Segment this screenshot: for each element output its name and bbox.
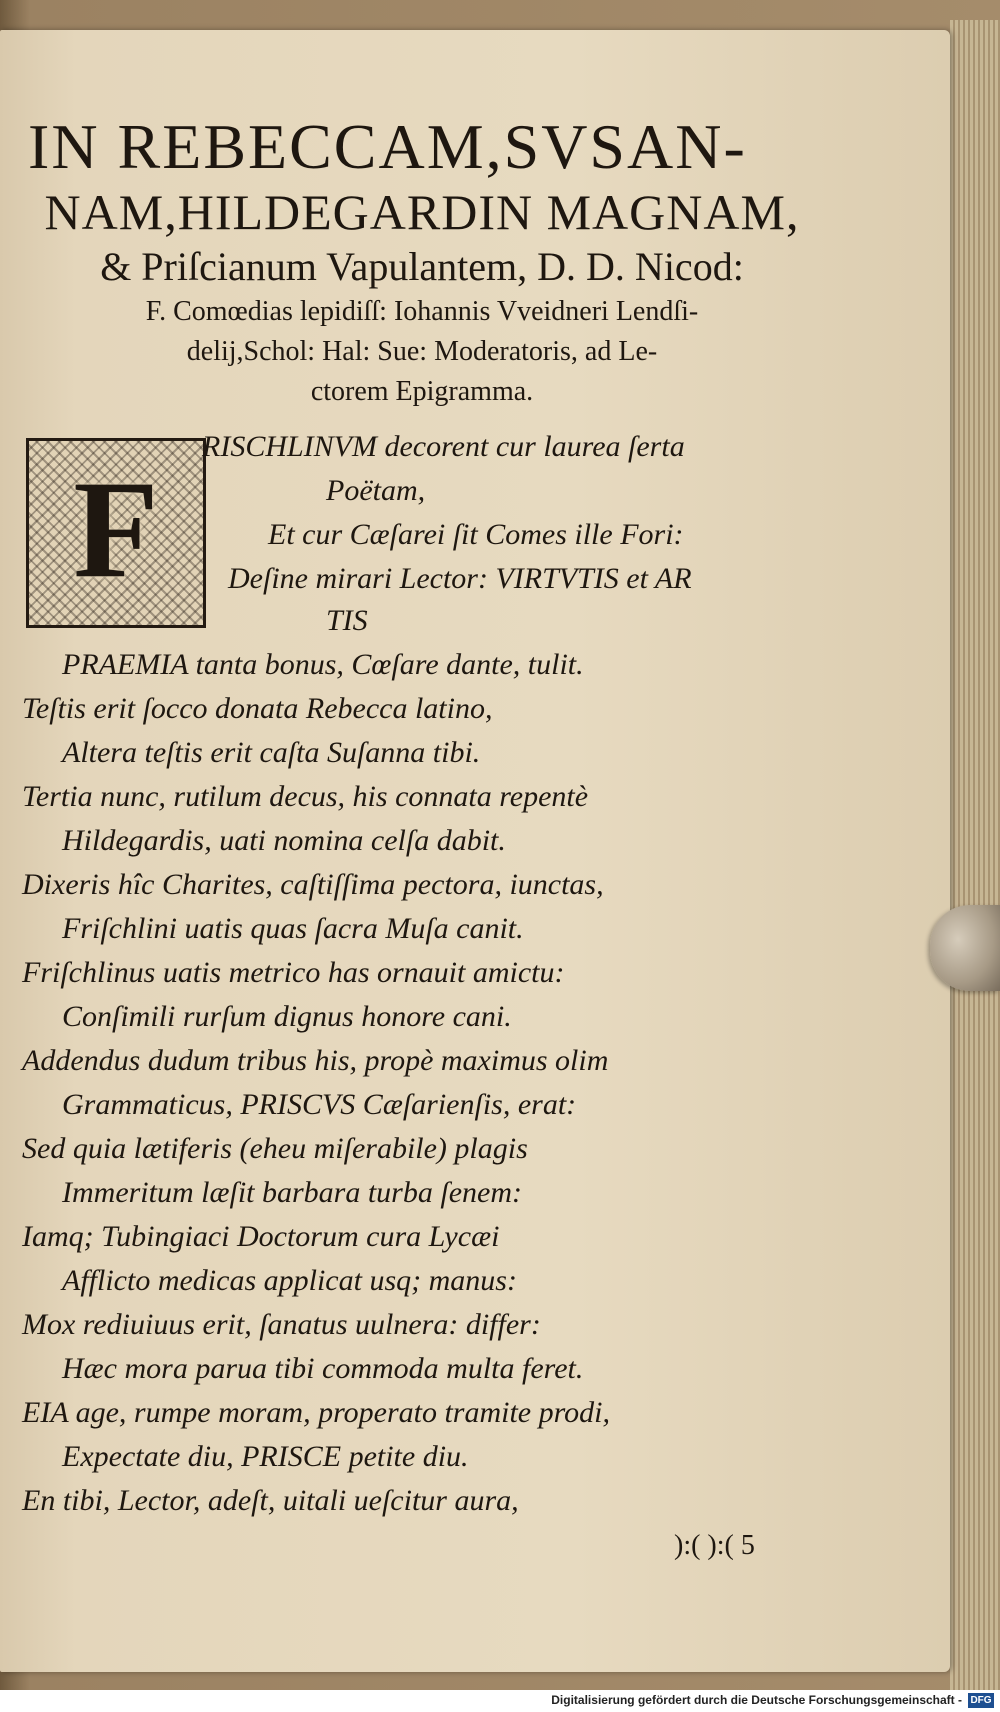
decorated-initial [26, 438, 206, 628]
poem-line: EIA age, rumpe moram, properato tramite prodi, [22, 1396, 611, 1429]
page-title [22, 112, 822, 412]
footer-bar [0, 1690, 1000, 1712]
poem-line: Mox rediuiuus erit, ſanatus uulnera: differ: [22, 1308, 541, 1341]
poem-line: Deſine mirari Lector: VIRTVTIS et AR [228, 562, 692, 595]
funding-credit: Digitalisierung gefördert durch die Deutsche Forschungsgemeinschaft - [551, 1693, 962, 1707]
dfg-logo: DFG [968, 1693, 994, 1708]
poem-line: Friſchlini uatis quas ſacra Muſa canit. [62, 912, 524, 945]
poem-line: Afflicto medicas applicat usq; manus: [62, 1264, 517, 1297]
poem-line: Dixeris hîc Charites, caſtiſſima pectora, iunctas, [22, 868, 604, 901]
title-line-2: NAM,HILDEGARDIN MAGNAM, [44, 184, 800, 240]
poem-line: Poëtam, [326, 474, 426, 507]
poem-line: TIS [326, 604, 368, 637]
title-line-5: delij,Schol: Hal: Sue: Moderatoris, ad Le- [186, 336, 658, 367]
poem-line: Expectate diu, PRISCE petite diu. [62, 1440, 469, 1473]
poem-line: Iamq; Tubingiaci Doctorum cura Lycæi [22, 1220, 500, 1253]
poem-line: Et cur Cæſarei ſit Comes ille Fori: [268, 518, 684, 551]
title-line-1: IN REBECCAM,SVSAN- [28, 111, 747, 182]
poem-line: Altera teſtis erit caſta Suſanna tibi. [62, 736, 481, 769]
poem-line: Sed quia lætiferis (eheu miſerabile) plagis [22, 1132, 528, 1165]
title-line-4: F. Comœdias lepidiſſ: Iohannis Vveidneri Lendſi- [145, 296, 699, 327]
poem-line: Hæc mora parua tibi commoda multa feret. [62, 1352, 584, 1385]
signature-mark: ):( ):( 5 [674, 1530, 755, 1561]
poem-line: Friſchlinus uatis metrico has ornauit amictu: [22, 956, 565, 989]
poem-line: Conſimili rurſum dignus honore cani. [62, 1000, 512, 1033]
poem-line: Hildegardis, uati nomina celſa dabit. [62, 824, 506, 857]
initial-letter: F [73, 452, 159, 608]
poem-line: RISCHLINVM decorent cur laurea ſerta [202, 430, 685, 463]
poem-line: En tibi, Lector, adeſt, uitali ueſcitur aura, [22, 1484, 519, 1517]
title-line-6: ctorem Epigramma. [310, 376, 534, 407]
poem-line: Grammaticus, PRISCVS Cæſarienſis, erat: [62, 1088, 577, 1121]
book-clasp [930, 905, 1000, 991]
book-page-edges [950, 20, 1000, 1690]
poem-line: PRAEMIA tanta bonus, Cœſare dante, tulit. [62, 648, 584, 681]
title-line-3: & Priſcianum Vapulantem, D. D. Nicod: [100, 244, 744, 289]
poem-line: Immeritum læſit barbara turba ſenem: [62, 1176, 522, 1209]
poem-line: Tertia nunc, rutilum decus, his connata repentè [22, 780, 589, 813]
poem-line: Teſtis erit ſocco donata Rebecca latino, [22, 692, 493, 725]
poem-line: Addendus dudum tribus his, propè maximus olim [22, 1044, 609, 1077]
